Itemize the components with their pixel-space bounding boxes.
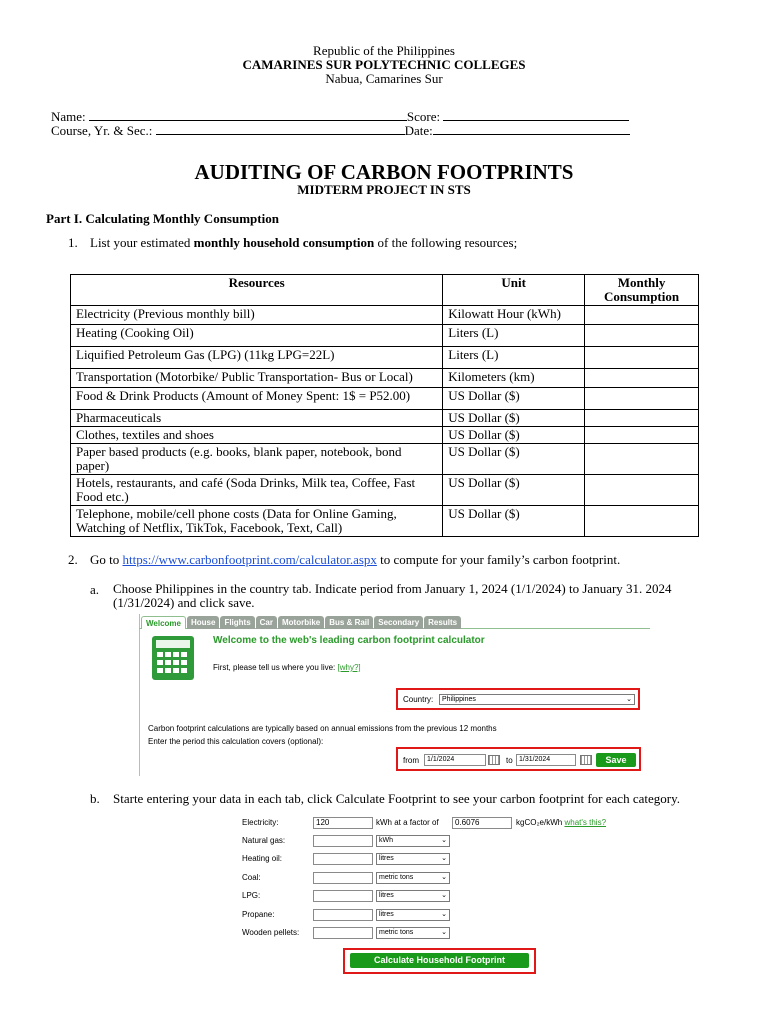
page-subtitle: MIDTERM PROJECT IN STS [297, 182, 471, 197]
table-row [71, 347, 699, 369]
header-unit: Unit [443, 275, 585, 306]
unit-cell: Kilometers (km) [443, 369, 585, 388]
resource-cell: Telephone, mobile/cell phone costs (Data for Online Gaming, Watching of Netflix, TikTok, Facebook, Text, Call) [71, 506, 443, 537]
chevron-down-icon: ⌄ [441, 929, 447, 936]
calc-note: Carbon footprint calculations are typically based on annual emissions from the previous 12 months [148, 724, 497, 733]
form-row-label: LPG: [242, 891, 261, 900]
unit-select[interactable] [376, 835, 450, 847]
course-blank[interactable] [156, 124, 405, 135]
consumption-cell[interactable] [585, 427, 699, 444]
unit-cell: US Dollar ($) [443, 427, 585, 444]
table-row [71, 506, 699, 537]
table-row [71, 369, 699, 388]
unit-select[interactable] [376, 890, 450, 902]
form-row-input[interactable]: 120 [313, 817, 373, 829]
calculator-icon [152, 636, 194, 680]
step-b-letter: b. [90, 791, 100, 806]
course-field [51, 124, 630, 138]
college-name: CAMARINES SUR POLYTECHNIC COLLEGES [242, 57, 526, 72]
course-label: Course, Yr. & Sec.: [51, 123, 153, 138]
resource-cell: Electricity (Previous monthly bill) [71, 306, 443, 325]
unit-cell: US Dollar ($) [443, 475, 585, 506]
table-row [71, 475, 699, 506]
from-date-input[interactable]: 1/1/2024 [424, 754, 486, 766]
header-monthly: Monthly Consumption [585, 275, 699, 306]
table-row [71, 427, 699, 444]
unit-select[interactable] [376, 872, 450, 884]
to-label: to [506, 756, 513, 765]
page-title: AUDITING OF CARBON FOOTPRINTS [194, 160, 574, 184]
calculate-household-button[interactable]: Calculate Household Footprint [350, 953, 529, 968]
welcome-title: Welcome to the web's leading carbon footprint calculator [213, 635, 485, 646]
tab-secondary[interactable]: Secondary [374, 616, 423, 629]
unit-select-value: litres [379, 892, 394, 899]
to-calendar-icon[interactable] [580, 755, 592, 765]
form-row-input[interactable] [313, 872, 373, 884]
whats-this-link[interactable]: what's this? [564, 818, 607, 827]
unit-select-value: metric tons [379, 929, 414, 936]
score-label: Score: [406, 109, 441, 124]
form-row-input[interactable] [313, 835, 373, 847]
tab-results[interactable]: Results [424, 616, 461, 629]
date-label: Date: [404, 123, 433, 138]
electricity-unit-label: kWh at a factor of [376, 818, 439, 827]
item1-post: of the following resources; [374, 235, 518, 250]
form-row-label: Propane: [242, 910, 275, 919]
period-note: Enter the period this calculation covers (optional): [148, 737, 324, 746]
resource-cell: Paper based products (e.g. books, blank paper, notebook, bond paper) [71, 444, 443, 475]
chevron-down-icon: ⌄ [441, 855, 447, 862]
location-prompt [213, 663, 361, 673]
unit-cell: Liters (L) [443, 325, 585, 347]
calculator-link[interactable]: https://www.carbonfootprint.com/calculator.aspx [122, 552, 377, 567]
form-row-input[interactable] [313, 853, 373, 865]
item2-number: 2. [68, 552, 78, 567]
unit-select[interactable] [376, 853, 450, 865]
item2-text [90, 552, 620, 568]
part1-heading: Part I. Calculating Monthly Consumption [46, 211, 279, 226]
unit-cell: Kilowatt Hour (kWh) [443, 306, 585, 325]
chevron-down-icon: ⌄ [441, 837, 447, 844]
republic-line: Republic of the Philippines [313, 43, 455, 58]
to-date-input[interactable]: 1/31/2024 [516, 754, 576, 766]
tab-motorbike[interactable]: Motorbike [278, 616, 324, 629]
consumption-cell[interactable] [585, 444, 699, 475]
resource-cell: Hotels, restaurants, and café (Soda Drinks, Milk tea, Coffee, Fast Food etc.) [71, 475, 443, 506]
form-row-label: Natural gas: [242, 836, 286, 845]
date-blank[interactable] [433, 124, 630, 135]
consumption-table [70, 274, 699, 537]
table-row [71, 444, 699, 475]
factor-input[interactable]: 0.6076 [452, 817, 512, 829]
form-row-label: Heating oil: [242, 854, 283, 863]
unit-cell: US Dollar ($) [443, 410, 585, 427]
chevron-down-icon: ⌄ [441, 892, 447, 899]
consumption-cell[interactable] [585, 475, 699, 506]
tab-car[interactable]: Car [256, 616, 277, 629]
name-field [51, 110, 629, 124]
name-label: Name: [51, 109, 86, 124]
tab-bus-rail[interactable]: Bus & Rail [325, 616, 373, 629]
form-row-input[interactable] [313, 909, 373, 921]
consumption-cell[interactable] [585, 388, 699, 410]
chevron-down-icon: ⌄ [441, 911, 447, 918]
consumption-cell[interactable] [585, 369, 699, 388]
unit-cell: US Dollar ($) [443, 506, 585, 537]
step-b-text: Starte entering your data in each tab, click Calculate Footprint to see your carbon footprint for each category. [113, 791, 680, 806]
resource-cell: Clothes, textiles and shoes [71, 427, 443, 444]
form-row-input[interactable] [313, 890, 373, 902]
unit-cell: US Dollar ($) [443, 444, 585, 475]
item1-number: 1. [68, 235, 78, 250]
item1-bold: monthly household consumption [193, 235, 375, 250]
from-label: from [403, 756, 419, 765]
resource-cell: Food & Drink Products (Amount of Money Spent: 1$ = P52.00) [71, 388, 443, 410]
consumption-cell[interactable] [585, 325, 699, 347]
table-row [71, 325, 699, 347]
item2-pre: Go to [90, 552, 123, 567]
chevron-down-icon: ⌄ [441, 874, 447, 881]
table-row [71, 388, 699, 410]
factor-unit [516, 818, 606, 828]
score-blank[interactable] [443, 110, 629, 121]
item1-text [90, 235, 517, 251]
step-a-text: Choose Philippines in the country tab. Indicate period from January 1, 2024 (1/1/2024) to January 31. 2024 (1/31/2024) and click save. [113, 581, 672, 610]
unit-cell: Liters (L) [443, 347, 585, 369]
step-a-letter: a. [90, 582, 100, 597]
country-value: Philippines [442, 696, 476, 703]
tab-bar [141, 616, 462, 629]
chevron-down-icon: ⌄ [626, 696, 632, 703]
unit-select-value: kWh [379, 837, 393, 844]
table-row [71, 306, 699, 325]
from-calendar-icon[interactable] [488, 755, 500, 765]
table-row [71, 410, 699, 427]
unit-cell: US Dollar ($) [443, 388, 585, 410]
unit-select-value: litres [379, 855, 394, 862]
factor-unit-text: kgCO₂e/kWh [516, 818, 563, 827]
resource-cell: Pharmaceuticals [71, 410, 443, 427]
unit-select[interactable] [376, 927, 450, 939]
resource-cell: Heating (Cooking Oil) [71, 325, 443, 347]
form-row-input[interactable] [313, 927, 373, 939]
unit-select[interactable] [376, 909, 450, 921]
why-link[interactable]: [why?] [337, 663, 361, 672]
college-location: Nabua, Camarines Sur [325, 71, 443, 86]
item1-pre: List your estimated [90, 235, 194, 250]
form-row-label: Electricity: [242, 818, 279, 827]
form-row-label: Wooden pellets: [242, 928, 300, 937]
unit-select-value: litres [379, 911, 394, 918]
header-resources: Resources [71, 275, 443, 306]
resource-cell: Transportation (Motorbike/ Public Transportation- Bus or Local) [71, 369, 443, 388]
save-button[interactable]: Save [596, 753, 636, 767]
country-label: Country: [403, 695, 434, 704]
consumption-cell[interactable] [585, 347, 699, 369]
country-select[interactable] [439, 694, 635, 705]
unit-select-value: metric tons [379, 874, 414, 881]
item2-post: to compute for your family’s carbon footprint. [376, 552, 621, 567]
tab-welcome[interactable]: Welcome [141, 616, 186, 629]
tab-flights[interactable]: Flights [220, 616, 254, 629]
tab-house[interactable]: House [187, 616, 219, 629]
consumption-cell[interactable] [585, 506, 699, 537]
consumption-cell[interactable] [585, 410, 699, 427]
form-row-label: Coal: [242, 873, 261, 882]
consumption-cell[interactable] [585, 306, 699, 325]
name-blank[interactable] [89, 110, 407, 121]
first-prompt: First, please tell us where you live: [213, 663, 336, 672]
resource-cell: Liquified Petroleum Gas (LPG) (11kg LPG=22L) [71, 347, 443, 369]
